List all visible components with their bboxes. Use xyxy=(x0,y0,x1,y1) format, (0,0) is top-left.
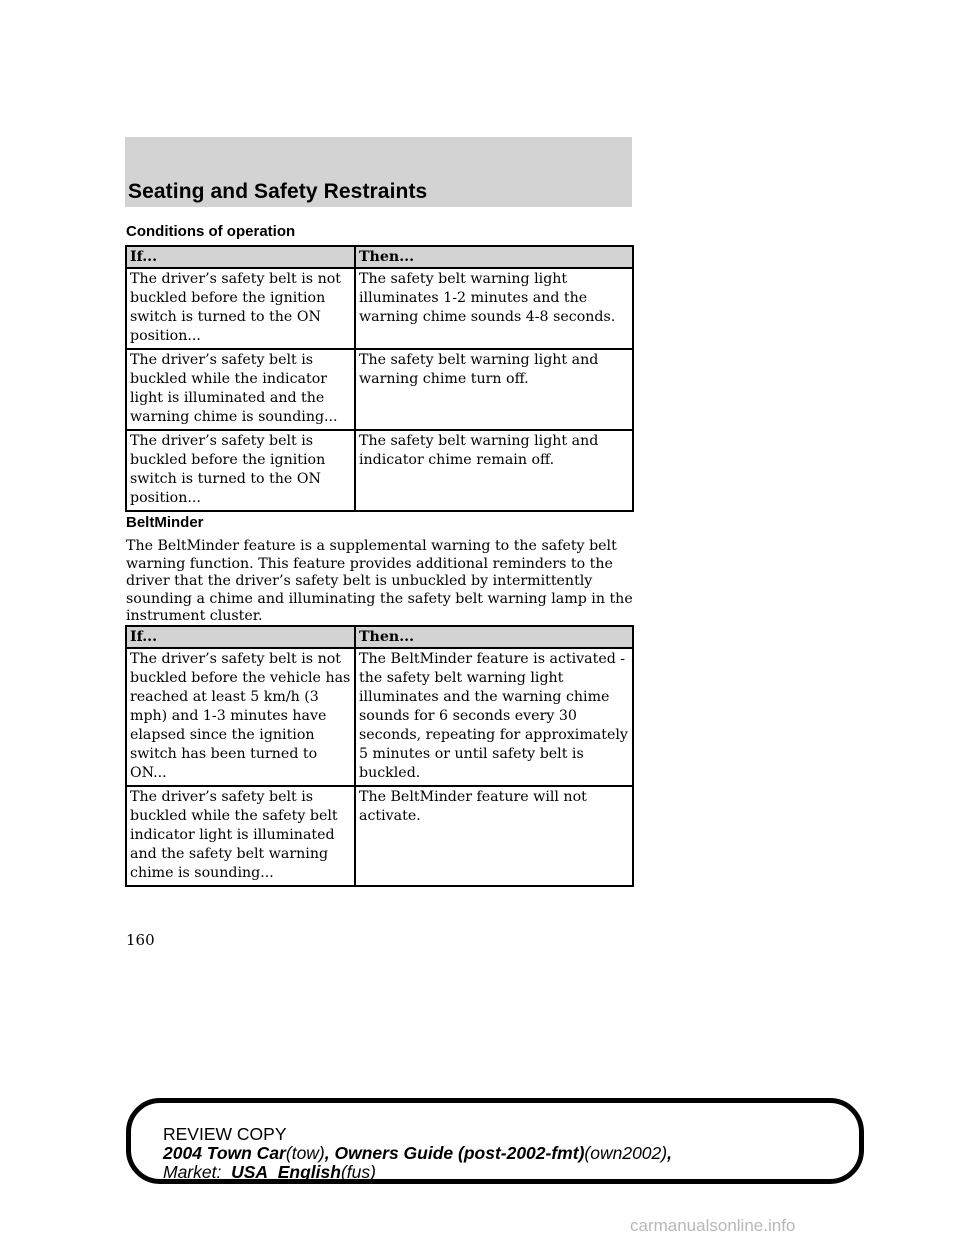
review-market-code: (fus) xyxy=(340,1162,376,1182)
conditions-heading: Conditions of operation xyxy=(126,223,296,240)
page-number: 160 xyxy=(126,931,155,949)
result-cell: The BeltMinder feature will not activate. xyxy=(355,786,633,886)
table-row xyxy=(126,648,633,786)
table-row xyxy=(126,349,633,430)
result-cell: The safety belt warning light and indicator chime remain off. xyxy=(355,430,633,511)
condition-cell: The driver’s safety belt is buckled while the indicator light is illuminated and the warning chime is sounding... xyxy=(126,349,355,430)
review-copy-label: REVIEW COPY xyxy=(163,1124,287,1144)
beltminder-paragraph: The BeltMinder feature is a supplemental warning to the safety belt warning function. This feature provides additional reminders to the driver that the driver’s safety belt is unbuckled by intermittently sounding a chime and illuminating the safety belt warning lamp in the instrument cluster. xyxy=(126,538,633,625)
column-header-then: Then... xyxy=(355,626,633,648)
condition-cell: The driver’s safety belt is buckled before the ignition switch is turned to the ON position... xyxy=(126,430,355,511)
review-guide: Owners Guide (post-2002-fmt) xyxy=(334,1143,585,1163)
review-market-label: Market: xyxy=(163,1162,232,1182)
column-header-then: Then... xyxy=(355,246,633,268)
conditions-table xyxy=(125,245,634,512)
condition-cell: The driver’s safety belt is buckled while the safety belt indicator light is illuminated and the safety belt warning chime is sounding... xyxy=(126,786,355,886)
review-model: 2004 Town Car xyxy=(163,1143,286,1163)
condition-cell: The driver’s safety belt is not buckled before the vehicle has reached at least 5 km/h (3 mph) and 1-3 minutes have elapsed since the ignition switch has been turned to ON... xyxy=(126,648,355,786)
review-separator: , xyxy=(324,1143,335,1163)
review-model-line xyxy=(163,1144,672,1163)
table-header-row xyxy=(126,246,633,268)
result-cell: The safety belt warning light illuminates 1-2 minutes and the warning chime sounds 4-8 seconds. xyxy=(355,268,633,349)
review-model-code: (tow) xyxy=(285,1143,325,1163)
review-separator: , xyxy=(667,1143,672,1163)
column-header-if: If... xyxy=(126,626,355,648)
site-watermark: carmanualsonline.info xyxy=(630,1216,796,1235)
beltminder-heading: BeltMinder xyxy=(126,514,204,531)
page-section-title: Seating and Safety Restraints xyxy=(128,180,428,203)
column-header-if: If... xyxy=(126,246,355,268)
table-row xyxy=(126,268,633,349)
result-cell: The safety belt warning light and warning chime turn off. xyxy=(355,349,633,430)
review-market-line xyxy=(163,1163,672,1182)
result-cell: The BeltMinder feature is activated - the safety belt warning light illuminates and the warning chime sounds for 6 seconds every 30 seconds, repeating for approximately 5 minutes or until safety belt is buckled. xyxy=(355,648,633,786)
review-copy-text xyxy=(163,1125,672,1182)
table-header-row xyxy=(126,626,633,648)
condition-cell: The driver’s safety belt is not buckled before the ignition switch is turned to the ON position... xyxy=(126,268,355,349)
review-guide-code: (own2002) xyxy=(584,1143,668,1163)
beltminder-table xyxy=(125,625,634,887)
table-row xyxy=(126,786,633,886)
review-market: USA_English xyxy=(231,1162,341,1182)
table-row xyxy=(126,430,633,511)
